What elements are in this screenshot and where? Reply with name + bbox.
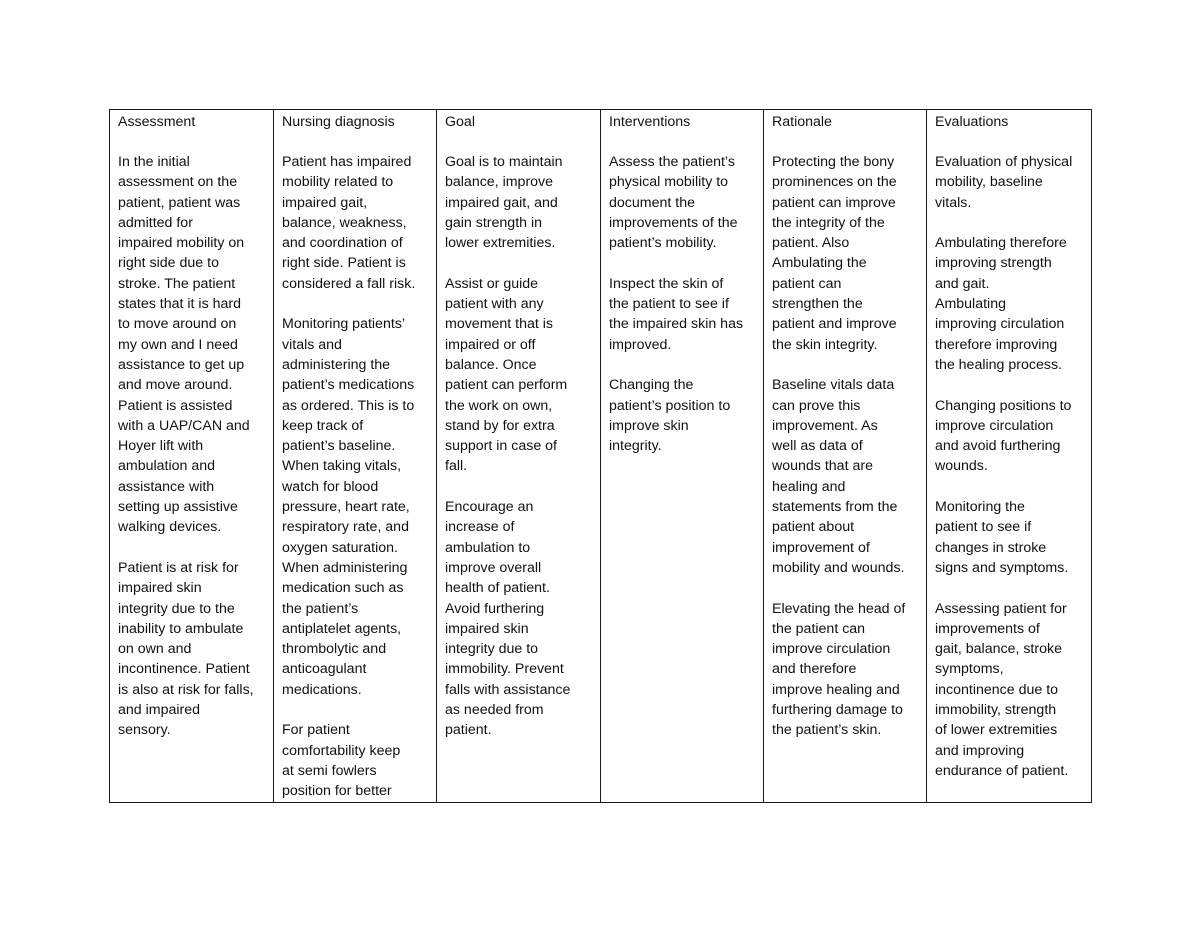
- text-line: antiplatelet agents,: [282, 620, 402, 637]
- text-line: Inspect the skin of: [609, 275, 724, 292]
- text-line: Ambulating therefore: [935, 235, 1067, 252]
- text-line: improving circulation: [935, 316, 1065, 333]
- text-line: medication such as: [282, 580, 404, 597]
- text-line: the patient’s: [282, 600, 359, 617]
- text-line: and gait.: [935, 275, 990, 292]
- text-line: Ambulating the: [772, 255, 867, 272]
- text-line: comfortability keep: [282, 742, 401, 759]
- text-line: keep track of: [282, 417, 364, 434]
- text-line: right side. Patient is: [282, 255, 406, 272]
- text-line: Changing the: [609, 377, 694, 394]
- column-header-goal: Goal: [445, 114, 475, 130]
- column-header-nursing-diagnosis: Nursing diagnosis: [282, 114, 395, 130]
- text-line: respiratory rate, and: [282, 519, 409, 536]
- text-line: assistance with: [118, 478, 215, 495]
- column-header-assessment: Assessment: [118, 114, 196, 130]
- text-line: watch for blood: [282, 478, 379, 495]
- cell-paragraph: [445, 274, 594, 477]
- text-line: the impaired skin has: [609, 316, 744, 333]
- text-line: inability to ambulate: [118, 620, 244, 637]
- text-line: the patient to see if: [609, 296, 729, 313]
- text-line: patient can perform: [445, 377, 568, 394]
- text-line: When taking vitals,: [282, 458, 402, 475]
- text-line: to move around on: [118, 316, 237, 333]
- text-line: Goal is to maintain: [445, 154, 563, 170]
- text-line: Elevating the head of: [772, 600, 906, 617]
- text-line: sensory.: [118, 722, 171, 739]
- text-line: patient can improve: [772, 194, 896, 211]
- text-line: Assessing patient for: [935, 600, 1067, 617]
- text-line: mobility related to: [282, 174, 394, 191]
- text-line: my own and I need: [118, 336, 238, 353]
- text-line: patient’s mobility.: [609, 235, 717, 252]
- text-line: of lower extremities: [935, 722, 1058, 739]
- text-line: improvement of: [772, 539, 870, 556]
- text-line: In the initial: [118, 154, 190, 170]
- text-line: immobility. Prevent: [445, 661, 564, 678]
- text-line: Changing positions to: [935, 397, 1072, 414]
- text-line: with a UAP/CAN and: [118, 417, 250, 434]
- cell-paragraph: [935, 497, 1085, 578]
- cell-paragraph: [282, 152, 430, 294]
- text-line: statements from the: [772, 499, 898, 516]
- cell-paragraph: [772, 599, 920, 741]
- text-line: patient’s medications: [282, 377, 415, 394]
- text-line: the healing process.: [935, 356, 1062, 373]
- text-line: fall.: [445, 458, 468, 475]
- text-line: and therefore: [772, 661, 857, 678]
- text-line: Assist or guide: [445, 275, 539, 292]
- text-line: Baseline vitals data: [772, 377, 895, 394]
- text-line: the patient can: [772, 620, 866, 637]
- cell-paragraph: [282, 720, 430, 801]
- text-line: is also at risk for falls,: [118, 681, 254, 698]
- text-line: improve skin: [609, 417, 689, 434]
- text-line: incontinence due to: [935, 681, 1059, 698]
- cell-paragraph: [282, 314, 430, 700]
- text-line: falls with assistance: [445, 681, 571, 698]
- text-line: incontinence. Patient: [118, 661, 250, 678]
- text-line: Avoid furthering: [445, 600, 545, 617]
- text-line: can prove this: [772, 397, 861, 414]
- cell-paragraph: [935, 152, 1085, 213]
- text-line: Monitoring the: [935, 499, 1025, 516]
- text-line: When administering: [282, 559, 408, 576]
- text-line: patient can: [772, 275, 842, 292]
- text-line: balance, improve: [445, 174, 554, 191]
- text-line: increase of: [445, 519, 515, 536]
- text-line: signs and symptoms.: [935, 559, 1069, 576]
- text-line: support in case of: [445, 438, 557, 455]
- text-line: healing and: [772, 478, 846, 495]
- cell-paragraph: [118, 558, 267, 741]
- text-line: mobility and wounds.: [772, 559, 905, 576]
- text-line: improve circulation: [772, 641, 891, 658]
- text-line: considered a fall risk.: [282, 275, 416, 292]
- text-line: improvements of the: [609, 214, 738, 231]
- text-line: strengthen the: [772, 296, 863, 313]
- text-line: setting up assistive: [118, 499, 238, 516]
- text-line: as needed from: [445, 702, 544, 719]
- goal-column: [437, 110, 601, 803]
- text-line: and impaired: [118, 702, 201, 719]
- text-line: on own and: [118, 641, 192, 658]
- rationale-column: [764, 110, 927, 803]
- text-line: patient to see if: [935, 519, 1032, 536]
- text-line: Patient is at risk for: [118, 559, 239, 576]
- text-line: impaired gait,: [282, 194, 368, 211]
- text-line: Encourage an: [445, 499, 534, 516]
- text-line: vitals.: [935, 194, 972, 211]
- text-line: lower extremities.: [445, 235, 556, 252]
- text-line: and improving: [935, 742, 1025, 759]
- text-line: right side due to: [118, 255, 219, 272]
- text-line: symptoms,: [935, 661, 1004, 678]
- text-line: well as data of: [772, 438, 863, 455]
- text-line: balance. Once: [445, 356, 537, 373]
- text-line: position for better: [282, 783, 392, 800]
- care-plan-table: [109, 109, 1092, 803]
- text-line: oxygen saturation.: [282, 539, 398, 556]
- text-line: ambulation to: [445, 539, 531, 556]
- text-line: improvements of: [935, 620, 1040, 637]
- cell-paragraph: [445, 497, 594, 741]
- cell-paragraph: [772, 375, 920, 578]
- text-line: stand by for extra: [445, 417, 555, 434]
- text-line: patient’s baseline.: [282, 438, 396, 455]
- cell-paragraph: [609, 274, 757, 355]
- cell-paragraph: [772, 152, 920, 355]
- text-line: pressure, heart rate,: [282, 499, 410, 516]
- text-line: gait, balance, stroke: [935, 641, 1062, 658]
- text-line: immobility, strength: [935, 702, 1057, 719]
- text-line: improving strength: [935, 255, 1052, 272]
- text-line: integrity due to the: [118, 600, 235, 617]
- rationale-cell-body: [772, 152, 920, 741]
- text-line: gain strength in: [445, 214, 543, 231]
- text-line: administering the: [282, 356, 391, 373]
- interventions-column: [601, 110, 764, 803]
- text-line: health of patient.: [445, 580, 550, 597]
- text-line: Patient has impaired: [282, 154, 412, 170]
- text-line: impaired gait, and: [445, 194, 558, 211]
- assessment-cell-body: [118, 152, 267, 741]
- text-line: impaired skin: [118, 580, 202, 597]
- cell-paragraph: [118, 152, 267, 538]
- text-line: and move around.: [118, 377, 233, 394]
- text-line: assistance to get up: [118, 356, 245, 373]
- text-line: Assess the patient’s: [609, 154, 735, 170]
- text-line: Evaluation of physical: [935, 154, 1073, 170]
- text-line: patient about: [772, 519, 855, 536]
- text-line: Patient is assisted: [118, 397, 233, 414]
- text-line: integrity.: [609, 438, 662, 455]
- text-line: patient with any: [445, 296, 544, 313]
- assessment-column: [110, 110, 274, 803]
- cell-paragraph: [935, 599, 1085, 782]
- text-line: and coordination of: [282, 235, 403, 252]
- nursing-diagnosis-column: [274, 110, 437, 803]
- text-line: integrity due to: [445, 641, 539, 658]
- text-line: patient, patient was: [118, 194, 241, 211]
- text-line: furthering damage to: [772, 702, 903, 719]
- text-line: impaired skin: [445, 620, 529, 637]
- text-line: patient. Also: [772, 235, 850, 252]
- text-line: Monitoring patients’: [282, 316, 406, 333]
- column-header-evaluations: Evaluations: [935, 114, 1009, 130]
- text-line: patient.: [445, 722, 492, 739]
- table-row: [110, 110, 1092, 803]
- cell-paragraph: [609, 375, 757, 456]
- text-line: the integrity of the: [772, 214, 885, 231]
- text-line: improve overall: [445, 559, 542, 576]
- cell-paragraph: [935, 233, 1085, 375]
- text-line: and avoid furthering: [935, 438, 1061, 455]
- text-line: impaired or off: [445, 336, 536, 353]
- text-line: assessment on the: [118, 174, 238, 191]
- text-line: wounds.: [935, 458, 988, 475]
- text-line: improve healing and: [772, 681, 900, 698]
- text-line: ambulation and: [118, 458, 216, 475]
- text-line: improved.: [609, 336, 672, 353]
- text-line: walking devices.: [118, 519, 222, 536]
- text-line: prominences on the: [772, 174, 897, 191]
- text-line: vitals and: [282, 336, 342, 353]
- text-line: the patient’s skin.: [772, 722, 882, 739]
- text-line: patient and improve: [772, 316, 897, 333]
- cell-paragraph: [445, 152, 594, 253]
- text-line: changes in stroke: [935, 539, 1047, 556]
- column-header-interventions: Interventions: [609, 114, 691, 130]
- text-line: mobility, baseline: [935, 174, 1043, 191]
- text-line: wounds that are: [772, 458, 873, 475]
- interventions-cell-body: [609, 152, 757, 456]
- text-line: patient’s position to: [609, 397, 731, 414]
- cell-paragraph: [609, 152, 757, 253]
- text-line: therefore improving: [935, 336, 1058, 353]
- text-line: endurance of patient.: [935, 762, 1069, 779]
- evaluations-column: [927, 110, 1092, 803]
- cell-paragraph: [935, 396, 1085, 477]
- text-line: the skin integrity.: [772, 336, 878, 353]
- text-line: thrombolytic and: [282, 641, 387, 658]
- text-line: Hoyer lift with: [118, 438, 204, 455]
- text-line: as ordered. This is to: [282, 397, 415, 414]
- text-line: states that it is hard: [118, 296, 242, 313]
- text-line: For patient: [282, 722, 350, 739]
- text-line: impaired mobility on: [118, 235, 245, 252]
- text-line: stroke. The patient: [118, 275, 236, 292]
- goal-cell-body: [445, 152, 594, 741]
- column-header-rationale: Rationale: [772, 114, 832, 130]
- text-line: Ambulating: [935, 296, 1006, 313]
- text-line: at semi fowlers: [282, 762, 377, 779]
- text-line: improve circulation: [935, 417, 1054, 434]
- text-line: improvement. As: [772, 417, 878, 434]
- text-line: document the: [609, 194, 695, 211]
- nursing-diagnosis-cell-body: [282, 152, 430, 802]
- text-line: balance, weakness,: [282, 214, 407, 231]
- text-line: the work on own,: [445, 397, 553, 414]
- text-line: physical mobility to: [609, 174, 729, 191]
- text-line: anticoagulant: [282, 661, 367, 678]
- evaluations-cell-body: [935, 152, 1085, 781]
- text-line: movement that is: [445, 316, 554, 333]
- text-line: admitted for: [118, 214, 193, 231]
- text-line: medications.: [282, 681, 362, 698]
- text-line: Protecting the bony: [772, 154, 895, 170]
